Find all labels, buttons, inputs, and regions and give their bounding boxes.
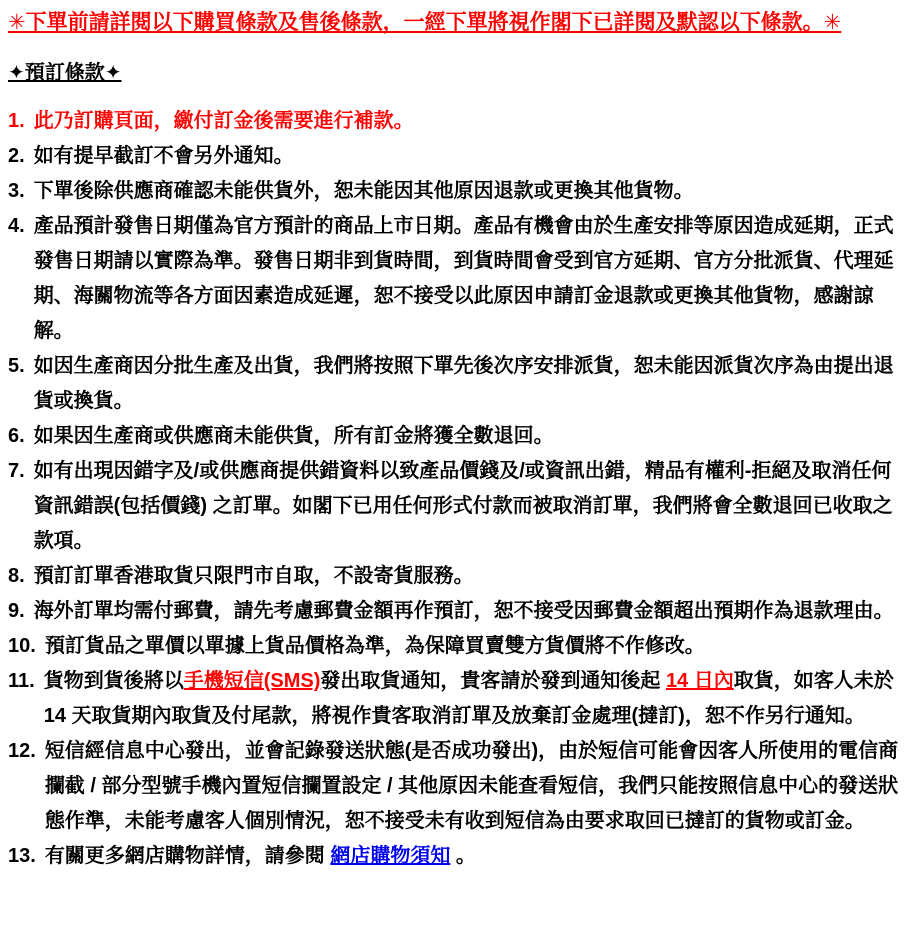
term-item-9	[8, 594, 905, 629]
term-text	[45, 629, 905, 664]
term-text	[44, 664, 905, 734]
term-text	[34, 594, 905, 629]
term-item-3	[8, 174, 905, 209]
term-text-segment: 如因生產商因分批生產及出貨，我們將按照下單先後次序安排派貨，恕未能因派貨次序為由提出退貨或換貨。	[33, 355, 894, 412]
term-number: 7.	[8, 460, 25, 482]
term-text-segment: 如有出現因錯字及/或供應商提供錯資料以致產品價錢及/或資訊出錯，精品有權利-拒絕及取消任何資訊錯誤(包括價錢) 之訂單。如閣下已用任何形式付款而被取消訂單，我們將會全數退回已收取之款項。	[33, 460, 893, 552]
term-text-segment: 如果因生產商或供應商未能供貨，所有訂金將獲全數退回。	[33, 425, 554, 447]
terms-list	[8, 104, 905, 874]
term-text-segment: 產品預計發售日期僅為官方預計的商品上市日期。產品有機會由於生產安排等原因造成延期，正式發售日期請以實際為準。發售日期非到貨時間，到貨時間會受到官方延期、官方分批派貨、代理延期、海關物流等各方面因素造成延遲，恕不接受以此原因申請訂金退款或更換其他貨物，感謝諒解。	[33, 215, 894, 342]
term-number: 13.	[8, 845, 36, 867]
term-item-6	[8, 419, 905, 454]
term-number: 11.	[8, 670, 35, 692]
term-text-segment: 下單後除供應商確認未能供貨外，恕未能因其他原因退款或更換其他貨物。	[33, 180, 694, 202]
term-number: 6.	[8, 425, 25, 447]
term-text	[34, 419, 905, 454]
term-text-segment: 此乃訂購頁面，繳付訂金後需要進行補款。	[33, 110, 414, 132]
term-text	[34, 349, 905, 419]
term-item-8	[8, 559, 905, 594]
term-text-segment: 有關更多網店購物詳情，請參閱	[44, 845, 331, 867]
term-number: 2.	[8, 145, 25, 167]
term-number: 1.	[8, 110, 25, 132]
terms-page	[8, 6, 905, 874]
term-number: 5.	[8, 355, 25, 377]
term-text	[34, 454, 905, 559]
term-text	[34, 139, 905, 174]
page-title: ✳下單前請詳閱以下購買條款及售後條款，一經下單將視作閣下已詳閱及默認以下條款。✳	[8, 11, 842, 34]
term-text-segment: 取貨，如客人未於 14 天取貨期內取貨及付尾款，將視作貴客取消訂單及放棄訂金處理(撻訂)，恕不作另行通知。	[43, 670, 894, 727]
term-item-7	[8, 454, 905, 559]
term-text	[34, 174, 905, 209]
term-text-segment: 發出取貨通知，貴客請於發到通知後起	[320, 670, 666, 692]
term-item-10	[8, 629, 905, 664]
term-text	[34, 559, 905, 594]
term-item-5	[8, 349, 905, 419]
term-text-segment: 海外訂單均需付郵費，請先考慮郵費金額再作預訂，恕不接受因郵費金額超出預期作為退款理由。	[33, 600, 894, 622]
term-item-11	[8, 664, 905, 734]
term-text-segment: 。	[450, 845, 476, 867]
term-text	[34, 209, 905, 349]
term-text-red-underline: 14 日內	[665, 670, 734, 692]
term-text-red-underline: 手機短信(SMS)	[183, 670, 321, 692]
term-text-segment: 預訂訂單香港取貨只限門市自取，不設寄貨服務。	[33, 565, 474, 587]
term-text	[45, 839, 905, 874]
section-header-preorder-terms: ✦預訂條款✦	[8, 62, 122, 84]
store-shopping-guide-link[interactable]: 網店購物須知	[330, 845, 451, 867]
term-text-segment: 如有提早截訂不會另外通知。	[33, 145, 294, 167]
term-text	[34, 104, 905, 139]
term-item-12	[8, 734, 905, 839]
term-item-13	[8, 839, 905, 874]
term-number: 9.	[8, 600, 25, 622]
term-item-2	[8, 139, 905, 174]
term-number: 12.	[8, 740, 36, 762]
term-number: 10.	[8, 635, 36, 657]
term-number: 8.	[8, 565, 25, 587]
term-item-4	[8, 209, 905, 349]
term-text	[45, 734, 905, 839]
term-text-segment: 預訂貨品之單價以單據上貨品價格為準，為保障買賣雙方貨價將不作修改。	[44, 635, 705, 657]
term-number: 3.	[8, 180, 25, 202]
term-text-segment: 短信經信息中心發出，並會記錄發送狀態(是否成功發出)，由於短信可能會因客人所使用的電信商攔截 / 部分型號手機內置短信攔置設定 / 其他原因未能查看短信，我們只能按照信息中心的發送狀態作準，未能考慮客人個別情況，恕不接受未有收到短信為由要求取回已撻訂的貨物或訂金。	[44, 740, 899, 832]
term-item-1	[8, 104, 905, 139]
term-text-segment: 貨物到貨後將以	[43, 670, 184, 692]
term-number: 4.	[8, 215, 25, 237]
